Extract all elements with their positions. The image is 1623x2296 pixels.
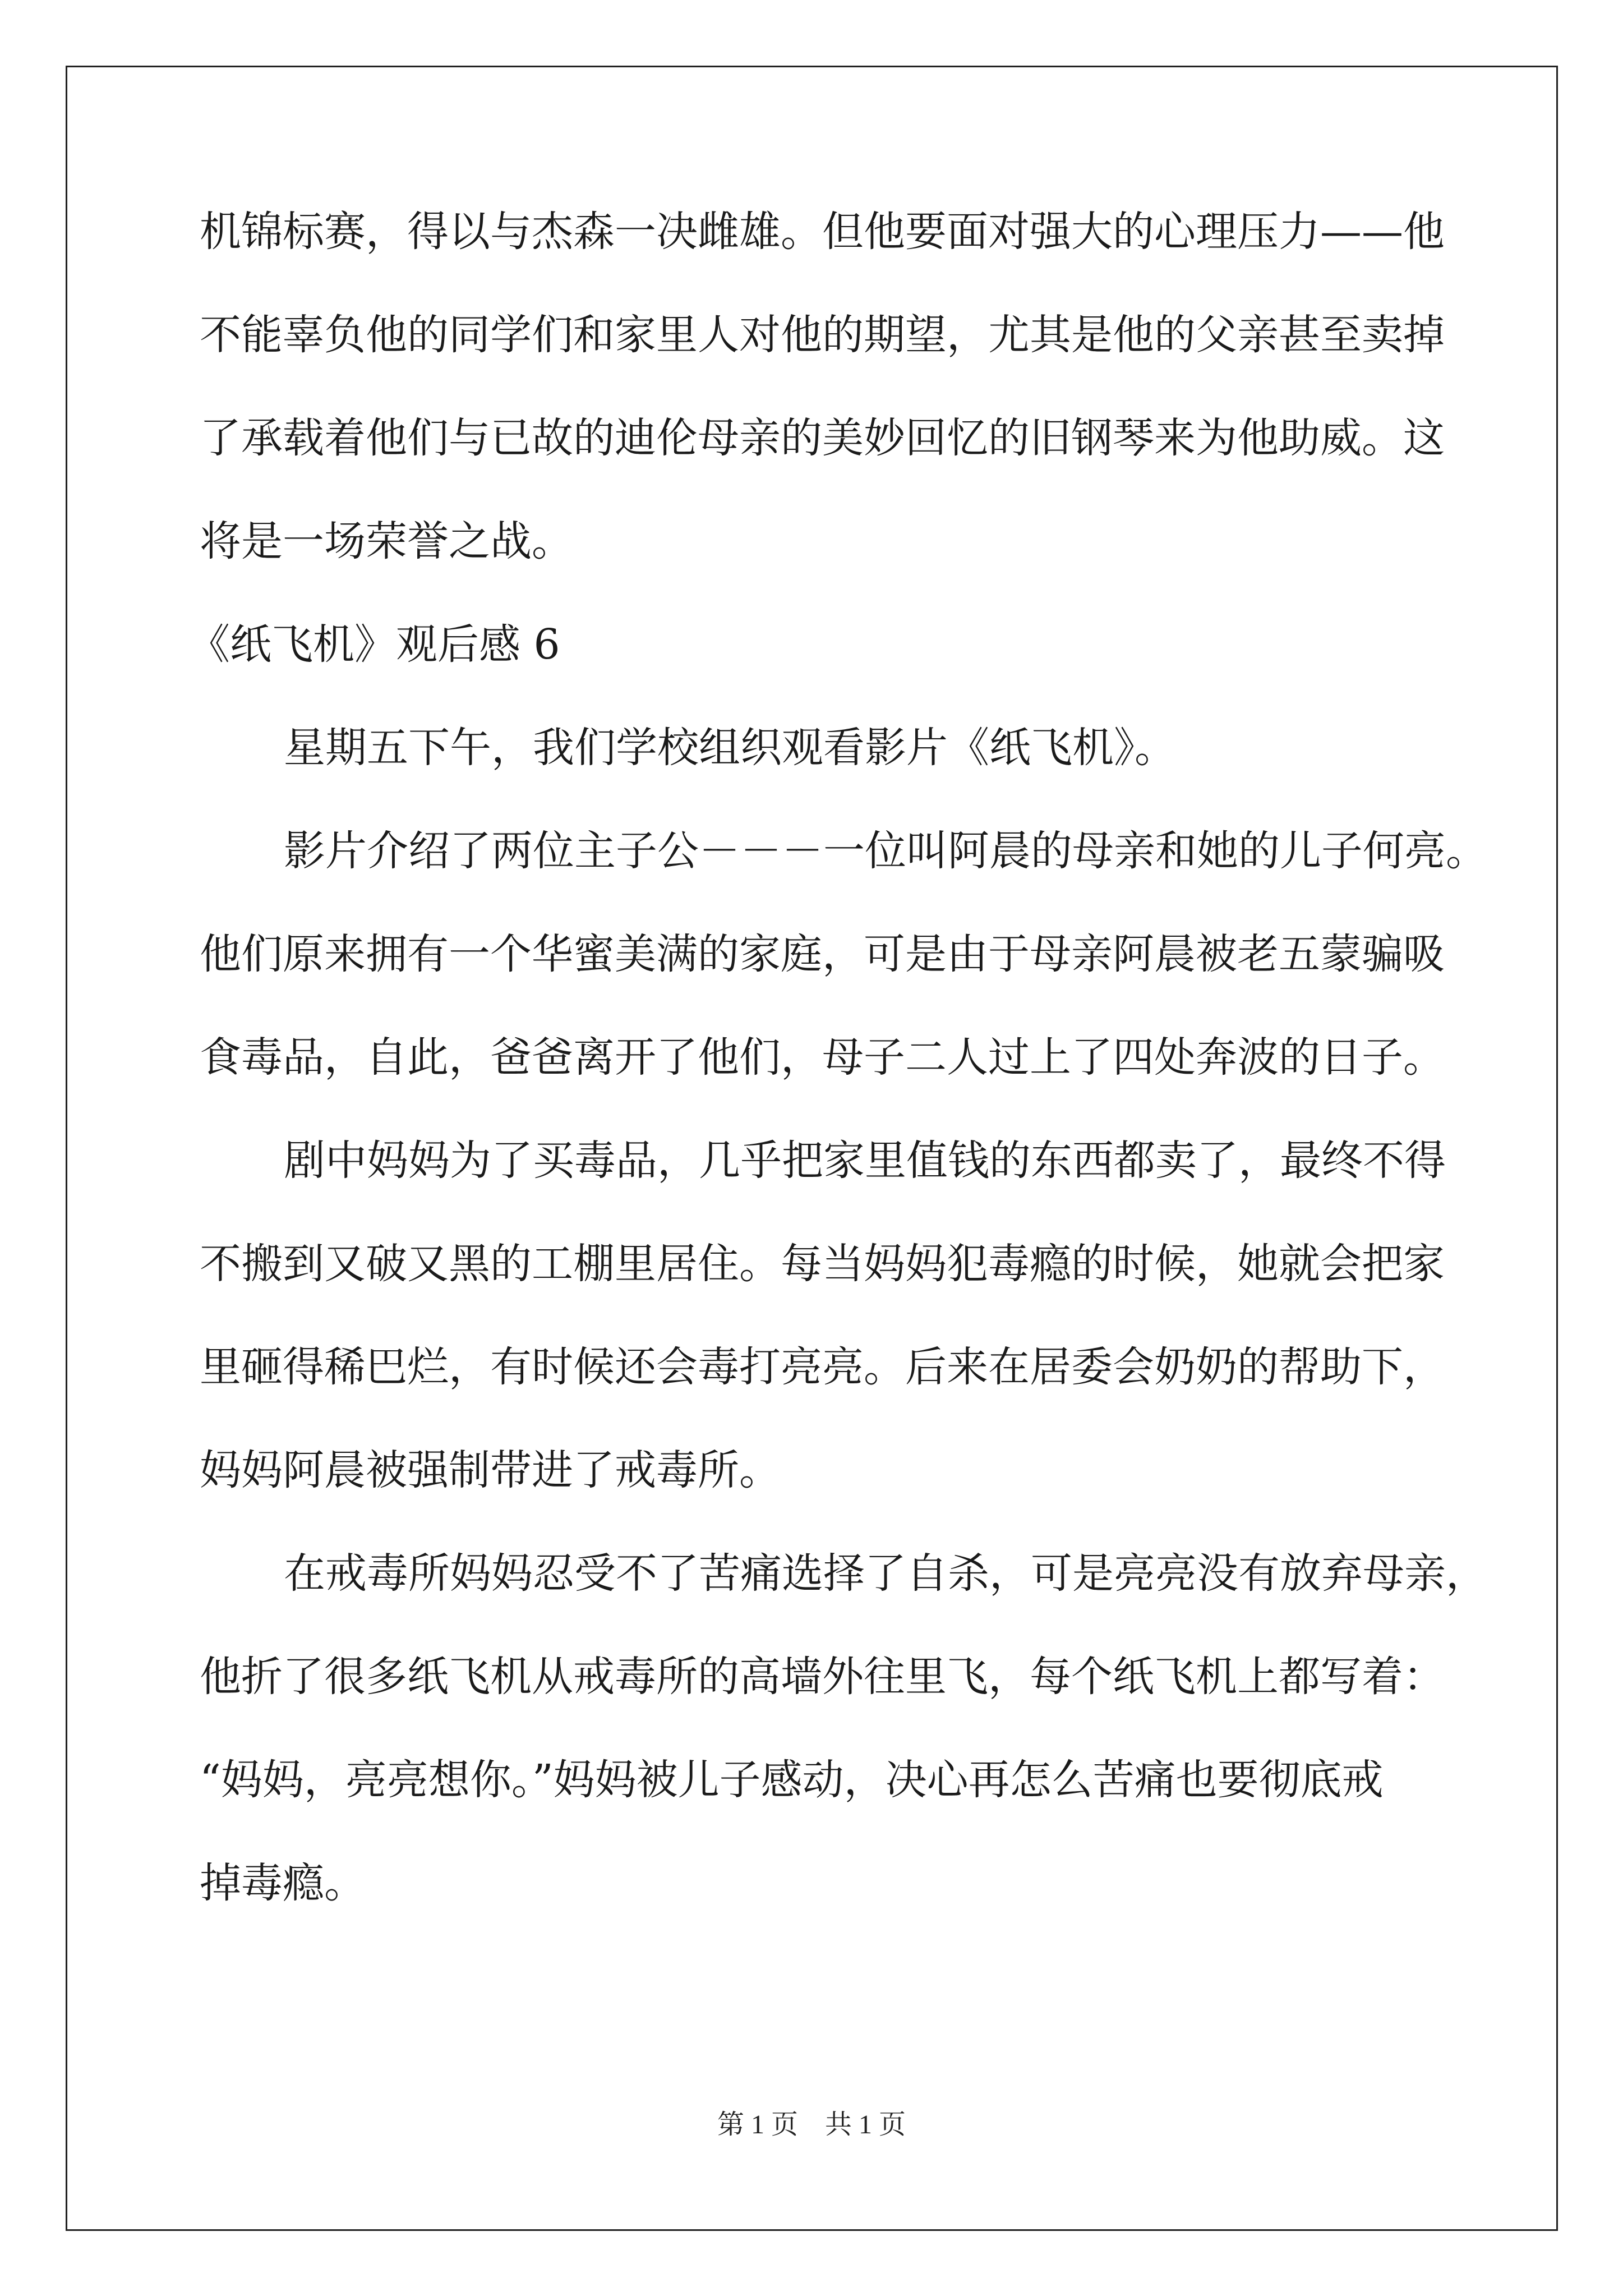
text-line: 他们原来拥有一个华蜜美满的家庭，可是由于母亲阿晨被老五蒙骗吸	[200, 930, 1445, 978]
paragraph-first-line: 影片介绍了两位主子公－－－一位叫阿晨的母亲和她的儿子何亮。	[284, 827, 1487, 875]
section-heading: 《纸飞机》观后感 6	[188, 620, 560, 669]
text-line: 将是一场荣誉之战。	[200, 517, 573, 565]
document-body	[188, 206, 1487, 1908]
text-line: 里砸得稀巴烂，有时候还会毒打亮亮。后来在居委会奶奶的帮助下，	[200, 1343, 1445, 1391]
text-line: 妈妈阿晨被强制带进了戒毒所。	[200, 1446, 781, 1494]
text-line: 了承载着他们与已故的迪伦母亲的美妙回忆的旧钢琴来为他助威。这	[200, 414, 1445, 462]
text-line: 食毒品，自此，爸爸离开了他们，母子二人过上了四处奔波的日子。	[200, 1033, 1445, 1082]
text-line: “妈妈，亮亮想你。”妈妈被儿子感动，决心再怎么苦痛也要彻底戒	[200, 1756, 1384, 1804]
paragraph-first-line: 星期五下午，我们学校组织观看影片《纸飞机》。	[284, 724, 1176, 772]
text-line: 他折了很多纸飞机从戒毒所的高墙外往里飞，每个纸飞机上都写着：	[200, 1653, 1445, 1701]
paragraph-first-line: 在戒毒所妈妈忍受不了苦痛选择了自杀，可是亮亮没有放弃母亲，	[284, 1549, 1487, 1598]
text-line: 不能辜负他的同学们和家里人对他的期望，尤其是他的父亲甚至卖掉	[200, 311, 1445, 359]
page-number: 第 1 页 共 1 页	[717, 2110, 906, 2139]
text-line: 不搬到又破又黑的工棚里居住。每当妈妈犯毒瘾的时候，她就会把家	[200, 1240, 1445, 1288]
text-line: 掉毒瘾。	[200, 1859, 366, 1907]
page-footer	[0, 2102, 1623, 2141]
text-line: 机锦标赛，得以与杰森一决雌雄。但他要面对强大的心理压力——他	[200, 208, 1445, 256]
paragraph-first-line: 剧中妈妈为了买毒品，几乎把家里值钱的东西都卖了，最终不得	[284, 1137, 1446, 1185]
